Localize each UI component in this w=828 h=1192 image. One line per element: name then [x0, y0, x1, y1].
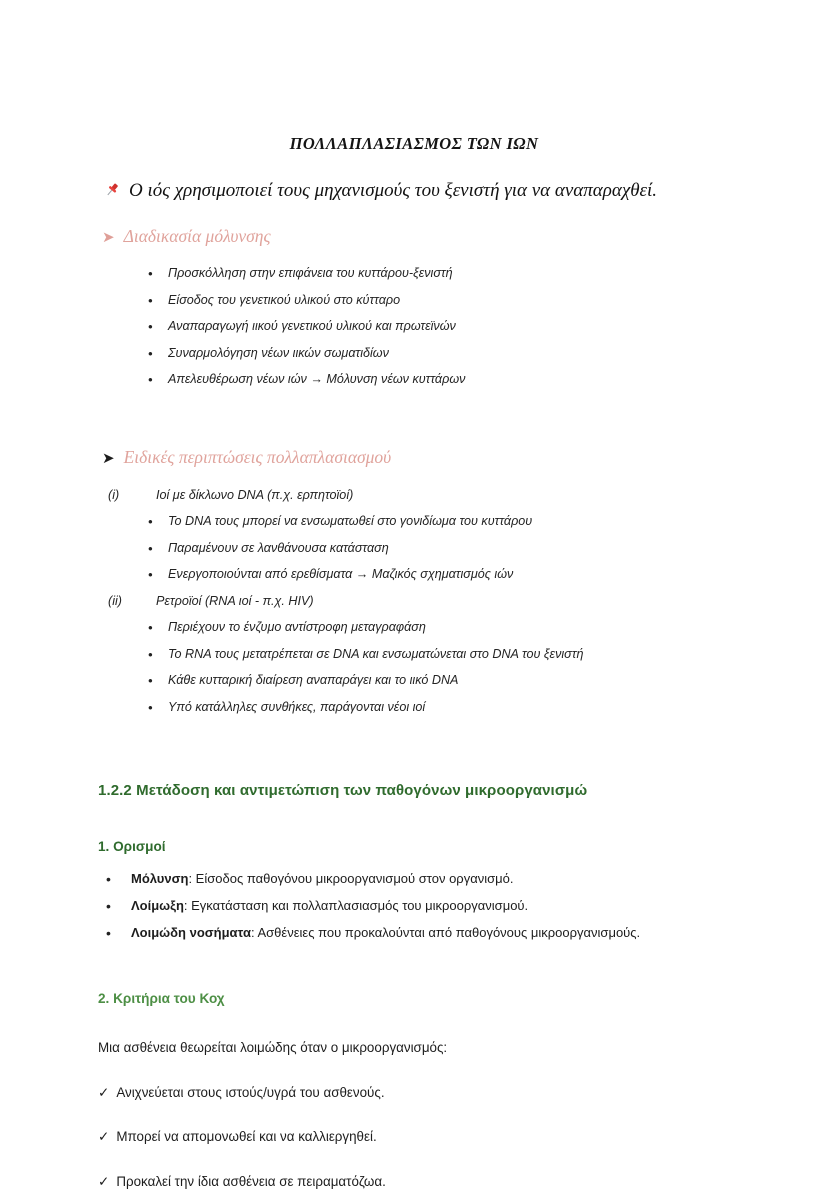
list-item	[148, 619, 828, 636]
heading-transmission: 1.2.2 Μετάδοση και αντιμετώπιση των παθογόνων μικροοργανισμώ	[98, 782, 588, 800]
bullet-icon: •	[106, 871, 111, 888]
list-item	[106, 870, 828, 888]
roman-list-item	[108, 487, 828, 504]
list-item-text: Αναπαραγωγή ιικού γενετικού υλικού και πρωτεϊνών	[168, 319, 456, 334]
bullet-icon: •	[148, 646, 153, 662]
koch-criterion	[0, 1058, 828, 1103]
definition-text: : Εγκατάσταση και πολλαπλασιασμός του μικροοργανισμού.	[183, 898, 529, 914]
list-item-text: Το RNA τους μετατρέπεται σε DNA και ενσωματώνεται στο DNA του ξενιστή	[168, 646, 584, 661]
bullet-icon: •	[148, 699, 153, 715]
list-special-cases	[0, 469, 828, 716]
definition-term: Λοιμώδη νοσήματα	[131, 924, 251, 940]
heading-infection-process-label: Διαδικασία μόλυνσης	[123, 225, 271, 246]
list-item	[148, 265, 828, 282]
roman-title: Ιοί με δίκλωνο DNA (π.χ. ερπητοϊοί)	[156, 487, 354, 502]
heading-koch-criteria: 2. Κριτήρια του Κοχ	[98, 991, 225, 1007]
bullet-icon: •	[148, 673, 153, 689]
list-item-text: Παραμένουν σε λανθάνουσα κατάσταση	[168, 540, 389, 555]
bullet-icon: •	[148, 567, 153, 583]
list-item	[148, 371, 828, 388]
list-item	[148, 540, 828, 557]
list-item-text: Απελευθέρωση νέων ιών → Μόλυνση νέων κυττάρων	[168, 372, 466, 387]
bullet-icon: •	[148, 540, 153, 556]
pinned-note-text: Ο ιός χρησιμοποιεί τους μηχανισμούς του ξενιστή για να αναπαραχθεί.	[129, 179, 658, 201]
heading-infection-process	[0, 203, 828, 248]
list-item	[106, 924, 828, 942]
list-item	[148, 566, 828, 583]
list-item	[148, 318, 828, 335]
koch-criterion-text: Προκαλεί την ίδια ασθένεια σε πειραματόζωα.	[116, 1174, 386, 1190]
roman-label: (i)	[108, 487, 120, 502]
spacer	[0, 398, 828, 447]
definition-term: Μόλυνση	[131, 871, 189, 887]
bullet-icon: •	[148, 620, 153, 636]
bullet-icon: •	[148, 266, 153, 282]
bullet-icon: •	[106, 924, 111, 941]
koch-lead-text: Μια ασθένεια θεωρείται λοιμώδης όταν ο μικροοργανισμός:	[98, 1039, 448, 1055]
list-retrovirus-traits	[148, 619, 828, 716]
roman-list-item	[108, 593, 828, 610]
list-item-text: Είσοδος του γενετικού υλικού στο κύτταρο	[168, 292, 401, 307]
definition-text: : Ασθένειες που προκαλούνται από παθογόνους μικροοργανισμούς.	[250, 924, 641, 940]
heading-special-cases-label: Ειδικές περιπτώσεις πολλαπλασιασμού	[123, 446, 392, 467]
list-item	[148, 345, 828, 362]
bullet-icon: •	[148, 514, 153, 530]
list-dsdna-virus-traits	[148, 513, 828, 583]
heading-definitions: 1. Ορισμοί	[98, 838, 166, 854]
koch-criterion	[0, 1147, 828, 1192]
pushpin-icon	[103, 181, 121, 199]
definition-term: Λοίμωξη	[131, 898, 184, 914]
bullet-icon: •	[148, 292, 153, 308]
bullet-icon: •	[148, 345, 153, 361]
koch-criterion	[0, 1102, 828, 1147]
bullet-icon: •	[148, 372, 153, 388]
arrow-right-icon: ➤	[102, 228, 115, 246]
list-item	[148, 513, 828, 530]
list-item	[148, 646, 828, 663]
page-title: ΠΟΛΛΑΠΛΑΣΙΑΣΜΟΣ ΤΩΝ ΙΩΝ	[289, 134, 539, 153]
list-item	[148, 699, 828, 716]
check-icon: ✓	[98, 1084, 110, 1100]
roman-title: Ρετροϊοί (RNA ιοί - π.χ. HIV)	[156, 593, 314, 608]
list-definitions	[106, 855, 828, 941]
heading-special-cases	[0, 447, 828, 469]
koch-criterion-text: Μπορεί να απομονωθεί και να καλλιεργηθεί.	[116, 1129, 377, 1145]
bullet-icon: •	[148, 319, 153, 335]
list-item	[148, 672, 828, 689]
list-item-text: Προσκόλληση στην επιφάνεια του κυττάρου-ξενιστή	[168, 266, 453, 281]
list-item-text: Περιέχουν το ένζυμο αντίστροφη μεταγραφάση	[168, 620, 426, 635]
koch-criterion-text: Ανιχνεύεται στους ιστούς/υγρά του ασθενούς.	[116, 1084, 385, 1100]
list-item-text: Υπό κατάλληλες συνθήκες, παράγονται νέοι ιοί	[168, 699, 426, 714]
bullet-icon: •	[106, 898, 111, 915]
pinned-note	[0, 154, 828, 203]
definition-text: : Είσοδος παθογόνου μικροοργανισμού στον οργανισμό.	[188, 871, 514, 887]
roman-label: (ii)	[108, 593, 122, 608]
list-item	[148, 292, 828, 309]
list-item-text: Το DNA τους μπορεί να ενσωματωθεί στο γονιδίωμα του κυττάρου	[168, 514, 533, 529]
list-item-text: Συναρμολόγηση νέων ιικών σωματιδίων	[168, 345, 389, 360]
list-item-text: Ενεργοποιούνται από ερεθίσματα → Μαζικός σχηματισμός ιών	[168, 567, 514, 582]
list-infection-steps	[148, 247, 828, 388]
check-icon: ✓	[98, 1174, 110, 1190]
arrow-right-icon: ➤	[102, 450, 115, 468]
list-item-text: Κάθε κυτταρική διαίρεση αναπαράγει και το ιικό DNA	[168, 673, 459, 688]
list-item	[106, 897, 828, 915]
check-icon: ✓	[98, 1129, 110, 1145]
